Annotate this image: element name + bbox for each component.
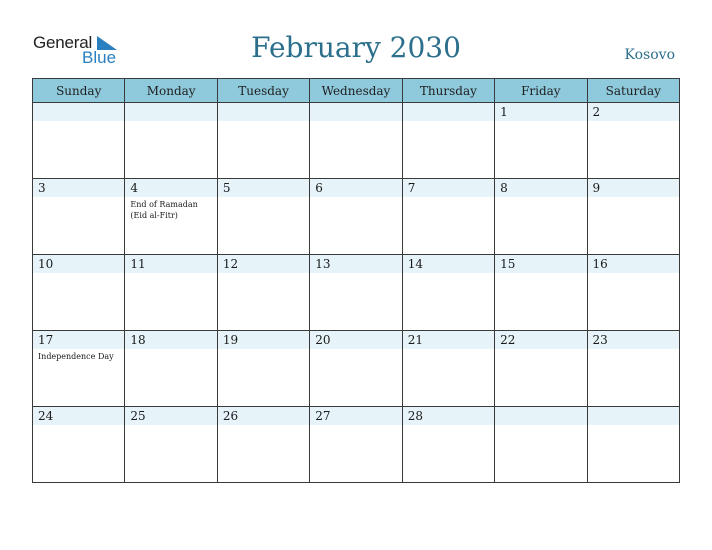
- day-cell-content: [588, 331, 679, 406]
- day-cell-content: [125, 103, 216, 178]
- day-cell-content: [33, 407, 124, 482]
- day-cell-content: [125, 255, 216, 330]
- day-number: 27: [315, 409, 331, 423]
- day-cell-content: [33, 179, 124, 254]
- day-cell-content: [588, 103, 679, 178]
- day-number: 5: [222, 181, 231, 195]
- logo-word-general: General: [33, 33, 93, 52]
- day-cell: [217, 103, 309, 179]
- day-cell: [125, 103, 217, 179]
- weekday-header: Thursday: [402, 79, 494, 103]
- calendar-grid: [32, 78, 680, 483]
- day-number: 14: [407, 257, 423, 271]
- day-cell: [587, 179, 679, 255]
- day-cell: [217, 331, 309, 407]
- weekday-header: Tuesday: [217, 79, 309, 103]
- day-cell: [125, 331, 217, 407]
- day-cell-content: [125, 331, 216, 406]
- weekday-header: Saturday: [587, 79, 679, 103]
- day-cell-content: [495, 255, 586, 330]
- day-cell-content: [588, 255, 679, 330]
- calendar-body: [33, 103, 680, 483]
- day-number: 12: [222, 257, 239, 271]
- day-number: 18: [130, 333, 146, 347]
- page-title: February 2030: [251, 31, 461, 64]
- day-cell: [402, 407, 494, 483]
- holiday-label: End of Ramadan (Eid al-Fitr): [130, 200, 198, 220]
- day-cell: [587, 407, 679, 483]
- day-cell: [495, 103, 587, 179]
- day-cell: [33, 179, 125, 255]
- day-cell-content: [218, 255, 309, 330]
- day-cell: [217, 255, 309, 331]
- day-cell: [217, 179, 309, 255]
- day-cell-content: [218, 103, 309, 178]
- day-number: 11: [130, 257, 146, 271]
- day-number: 4: [130, 181, 139, 195]
- day-number: 13: [315, 257, 331, 271]
- day-number: 7: [407, 181, 416, 195]
- week-row: [33, 255, 680, 331]
- day-number: 24: [38, 409, 54, 423]
- weekday-header: Monday: [125, 79, 217, 103]
- day-cell: [587, 103, 679, 179]
- day-number: 16: [592, 257, 608, 271]
- day-number: 15: [500, 257, 516, 271]
- day-cell-content: [33, 255, 124, 330]
- logo-word-blue: Blue: [82, 48, 117, 67]
- day-cell-content: [310, 331, 401, 406]
- day-cell-content: [403, 103, 494, 178]
- day-number: 9: [592, 181, 601, 195]
- day-number: 21: [407, 333, 423, 347]
- holiday-label: Independence Day: [38, 352, 114, 361]
- day-cell: [587, 331, 679, 407]
- day-number: 19: [222, 333, 239, 347]
- day-cell: [33, 331, 125, 407]
- day-cell: [310, 407, 402, 483]
- day-cell-content: [588, 407, 679, 482]
- country-label: Kosovo: [624, 47, 675, 63]
- day-number: 26: [222, 409, 239, 423]
- day-cell-content: [403, 179, 494, 254]
- day-number: 1: [500, 105, 508, 119]
- day-cell-content: [495, 179, 586, 254]
- day-cell: [402, 255, 494, 331]
- day-cell: [125, 407, 217, 483]
- day-cell-content: [403, 407, 494, 482]
- day-number: 28: [407, 409, 423, 423]
- day-cell-content: [310, 103, 401, 178]
- day-number: 17: [38, 333, 54, 347]
- day-cell: [125, 179, 217, 255]
- day-cell-content: [310, 407, 401, 482]
- day-cell-content: [495, 331, 586, 406]
- day-cell-content: [403, 331, 494, 406]
- weekday-header: Friday: [495, 79, 587, 103]
- day-cell-content: [310, 255, 401, 330]
- day-number: 2: [592, 105, 601, 119]
- day-number: 6: [315, 181, 323, 195]
- day-cell: [33, 407, 125, 483]
- day-number: 8: [500, 181, 508, 195]
- day-cell: [402, 103, 494, 179]
- day-number: 20: [315, 333, 331, 347]
- weekday-header: Sunday: [33, 79, 125, 103]
- week-row: [33, 331, 680, 407]
- day-cell: [402, 179, 494, 255]
- day-cell: [33, 255, 125, 331]
- day-number: 22: [500, 333, 516, 347]
- day-cell: [310, 331, 402, 407]
- day-cell: [495, 331, 587, 407]
- day-cell: [33, 103, 125, 179]
- week-row: [33, 103, 680, 179]
- day-cell-content: [218, 331, 309, 406]
- day-cell-content: [33, 331, 124, 406]
- day-cell: [310, 255, 402, 331]
- day-cell-content: [403, 255, 494, 330]
- day-cell: [125, 255, 217, 331]
- day-cell: [495, 255, 587, 331]
- day-cell-content: [125, 179, 216, 254]
- day-cell-content: [33, 103, 124, 178]
- week-row: [33, 407, 680, 483]
- day-cell-content: [310, 179, 401, 254]
- day-cell-content: [218, 407, 309, 482]
- day-cell-content: [495, 103, 586, 178]
- day-cell: [402, 331, 494, 407]
- day-cell: [310, 103, 402, 179]
- day-number: 3: [38, 181, 46, 195]
- day-cell-content: [218, 179, 309, 254]
- weekday-header-row: [33, 79, 680, 103]
- day-cell: [495, 179, 587, 255]
- day-number: 10: [38, 257, 54, 271]
- day-cell-content: [125, 407, 216, 482]
- weekday-header: Wednesday: [310, 79, 402, 103]
- day-number: 25: [130, 409, 146, 423]
- day-number: 23: [592, 333, 608, 347]
- day-cell-content: [495, 407, 586, 482]
- day-cell: [217, 407, 309, 483]
- week-row: [33, 179, 680, 255]
- day-cell: [587, 255, 679, 331]
- day-cell: [495, 407, 587, 483]
- day-cell-content: [588, 179, 679, 254]
- day-cell: [310, 179, 402, 255]
